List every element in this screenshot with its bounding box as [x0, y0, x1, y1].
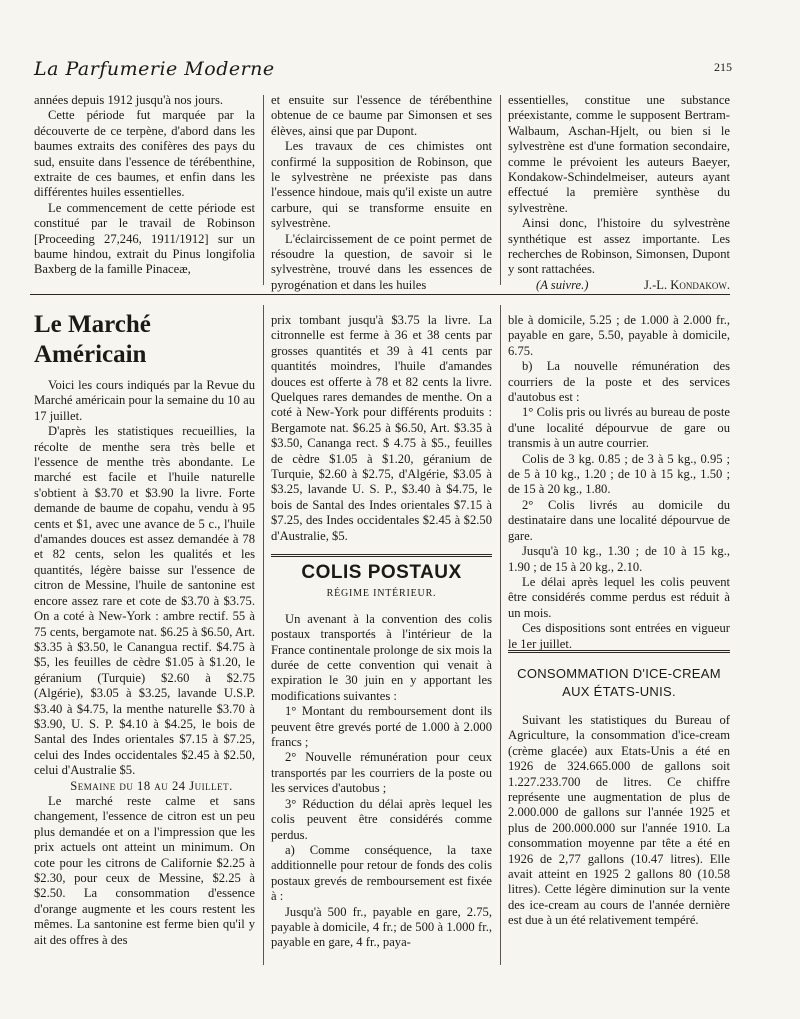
- paragraph: Le délai après lequel les colis peuvent être considérés comme perdus est réduit à un mois.: [508, 574, 730, 620]
- top-article-col2: [271, 93, 492, 293]
- paragraph: ble à domicile, 5.25 ; de 1.000 à 2.000 fr., payable en gare, 5.50, payable à domicile, 6.75.: [508, 313, 730, 358]
- paragraph: Suivant les statistiques du Bureau of Agriculture, la consommation d'ice-cream (crème glacée) aux Etats-Unis a été en 1926 de 324.665.000 de gallons soit 1.227.233.700 de litres. Ce chiffre représente une augmentation de plus de 2.000.000 de gallons sur l'année 1925 et plus de 200.000.000 sur l'année 1910. La consommation moyenne par tête a été en 1926 de 2,77 gallons (10.47 litres). Elle avait atteint en 1925 2 gallons 80 (10.58 litres). Cette légère diminution sur la vente des ice-cream au cours de l'année dernière est due à un été relativement tempéré.: [508, 713, 730, 928]
- paragraph: Ainsi donc, l'histoire du sylvestrène synthétique est assez importante. Les recherches de Robinson, Simonsen, Dupont y sont rattachées.: [508, 216, 730, 277]
- paragraph: Le marché reste calme et sans changement, l'essence de citron est un peu plus demandée et on a l'impression que les prix actuels ont atteint un minimum. On cote pour les citrons de Californie $2.25 à $2.30, pour ceux de Messine, $2.25 à $2.50. La consommation d'essence d'orange augmente et les cours restent les mêmes. La santonine est ferme bien qu'il y ait des offres à des: [34, 793, 255, 947]
- paragraph: Cette période fut marquée par la découverte de ce terpène, d'abord dans les baumes extraits des conifères des pays du sud, ensuite dans l'essence de térébenthine, extraite de ces baumes, et enfin dans les différentes huiles essentielles.: [34, 108, 255, 200]
- column-rule: [500, 95, 501, 285]
- paragraph: Les travaux de ces chimistes ont confirmé la supposition de Robinson, que le sylvestrène ne préexiste pas dans l'essence hindoue, mais qu'il existe un autre carbure, qui se transforme ensuite en sylvestrène.: [271, 139, 492, 231]
- masthead: La Parfumerie Moderne: [34, 58, 275, 80]
- paragraph: Jusqu'à 10 kg., 1.30 ; de 10 à 15 kg., 1.90 ; de 15 à 20 kg., 2.10.: [508, 544, 730, 574]
- paragraph: Jusqu'à 500 fr., payable en gare, 2.75, payable à domicile, 4 fr.; de 500 à 1.000 fr., payable en gare, 4 fr., paya-: [271, 904, 492, 950]
- colis-title: COLIS POSTAUX: [301, 562, 462, 583]
- paragraph: b) La nouvelle rémunération des courriers de la poste et des services d'autobus est :: [508, 359, 730, 405]
- marche-col1: [34, 310, 255, 948]
- to-follow: (A suivre.): [536, 277, 589, 292]
- column-rule: [263, 305, 264, 965]
- author: J.-L. Kondakow.: [644, 277, 730, 292]
- paragraph: et ensuite sur l'essence de térébenthine obtenue de ce baume par Simonsen et ses élèves, ainsi que par Dupont.: [271, 93, 492, 138]
- column-rule: [263, 95, 264, 285]
- week-heading: Semaine du 18 au 24 Juillet.: [70, 778, 233, 793]
- paragraph: 1° Colis pris ou livrés au bureau de poste d'une localité dépourvue de gare ou transmis à un autre courrier.: [508, 405, 730, 451]
- section-divider: [30, 294, 730, 295]
- top-article-col3: [508, 93, 730, 293]
- paragraph: L'éclaircissement de ce point permet de résoudre la question, de savoir si le sylvestrène, trouvé dans les essences de pyrogénation et dans les huiles: [271, 231, 492, 292]
- paragraph: a) Comme conséquence, la taxe additionnelle pour retour de fonds des colis postaux grevés de remboursement est fixée à :: [271, 842, 492, 904]
- paragraph: Ces dispositions sont entrées en vigueur le 1er juillet.: [508, 621, 730, 651]
- signoff: [508, 278, 730, 293]
- colis-section: [271, 554, 492, 951]
- paragraph: Voici les cours indiqués par la Revue du Marché américain pour la semaine du 10 au 17 juillet.: [34, 378, 255, 423]
- colis-subtitle: RÉGIME INTÉRIEUR.: [326, 588, 437, 600]
- marche-col2: [271, 313, 492, 544]
- colis-col3: [508, 313, 730, 652]
- paragraph: 2° Colis livrés au domicile du destinataire dans une localité dépourvue de gare.: [508, 497, 730, 543]
- section-title: Le Marché Américain: [34, 311, 151, 368]
- paragraph: 1° Montant du remboursement dont ils peuvent être grevés porté de 1.000 à 2.000 francs ;: [271, 704, 492, 750]
- ice-cream-title: [508, 665, 730, 701]
- paragraph: années depuis 1912 jusqu'à nos jours.: [34, 93, 224, 107]
- paragraph: Le commencement de cette période est constitué par le travail de Robinson [Proceeding 27,246, 1911/1912] sur un baume hindou, extrait du Pinus longifolia Baxberg de la famille Pinaceæ,: [34, 200, 255, 277]
- paragraph: 3° Réduction du délai après lequel les colis peuvent être considérés comme perdus.: [271, 796, 492, 842]
- paragraph: essentielles, constitue une substance préexistante, comme le supposent Bertram-Walbaum, Aschan-Hjelt, ou bien si le sylvestrène est d'une formation secondaire, comme le prévoient les auteurs Baeyer, Kondakow-Schindelmeiser, auteurs ayant effectué la première synthèse du sylvestrène.: [508, 93, 730, 215]
- paragraph: prix tombant jusqu'à $3.75 la livre. La citronnelle est ferme à 36 et 38 cents par grosses quantités et 39 à 41 cents par quantités moindres, l'huile d'amandes douces est offerte à 78 et 82 cents la livre. Quelques rares demandes de menthe. On a coté à New-York pour différents produits : Bergamote nat. $6.25 à $6.50, Art. $3.35 à $3.50, Cananga rect. $ 4.75 à $5., feuilles de cèdre $1.05 à $1.20, géranium de Turquie, $2.60 à $2.75, d'Algérie, $3.05 à $3.25, lavande U. S. P., $3.40 à $4.75, le bois de Santal des Indes orientales $7.15 à $7.25, des Indes occidentales $2.45 à $2.50 d'Australie, $5.: [271, 313, 492, 543]
- paragraph: Un avenant à la convention des colis postaux transportés à l'intérieur de la France continentale prolonge de six mois la durée de cette convention qui venait à expiration le 30 juin en y apportant les modifications suivantes :: [271, 611, 492, 703]
- page-number: 215: [714, 60, 732, 74]
- ice-title-line1: CONSOMMATION D'ICE-CREAM: [517, 666, 721, 681]
- top-article-col1: [34, 93, 255, 278]
- paragraph: 2° Nouvelle rémunération pour ceux transportés par les courriers de la poste ou les services d'autobus ;: [271, 750, 492, 796]
- paragraph: D'après les statistiques recueillies, la récolte de menthe sera très belle et l'essence de menthe très abondante. Le marché est facile et l'huile naturelle s'obtient à $3.70 et $3.90 la livre. Forte demande de baume de copahu, vendu à 95 cents et $1, avec une avance de 5 c., l'huile d'amandes douces est assez demandée à 78 et 82 cents, selon les qualités et les quantités, légère baisse sur l'essence de citron de Messine, l'huile de santonine est encore assez rare et cote de $3.70 à $3.75. On a coté à New-York : ambre rectif. 55 à 75 cents, bergamote nat. $6.25 à $6.50, Art. $3.35 à $3.50, le Canangua rectif. $4.75 à $5, les feuilles de cèdre $1.05 à $1.20, le géranium (Turquie) $2.60 à $2.75 (Algérie), $3.05 à $3.25, lavande U.S.P. $3.40 à $4.75, la menthe naturelle $3.70 à $3.90, U. S. P. $4.10 à $4.25, le bois de Santal des Indes orientales $7.15 à $7.25, celui des Indes occidentales $2.45 à $2.50, celui d'Australie $5.: [34, 424, 255, 778]
- ice-cream-section: [508, 650, 730, 929]
- ice-title-line2: AUX ÉTATS-UNIS.: [562, 684, 676, 699]
- paragraph: Colis de 3 kg. 0.85 ; de 3 à 5 kg., 0.95 ; de 5 à 10 kg., 1.20 ; de 10 à 15 kg., 1.50 ; de 15 à 20 kg., 1.80.: [508, 451, 730, 497]
- column-rule: [500, 305, 501, 965]
